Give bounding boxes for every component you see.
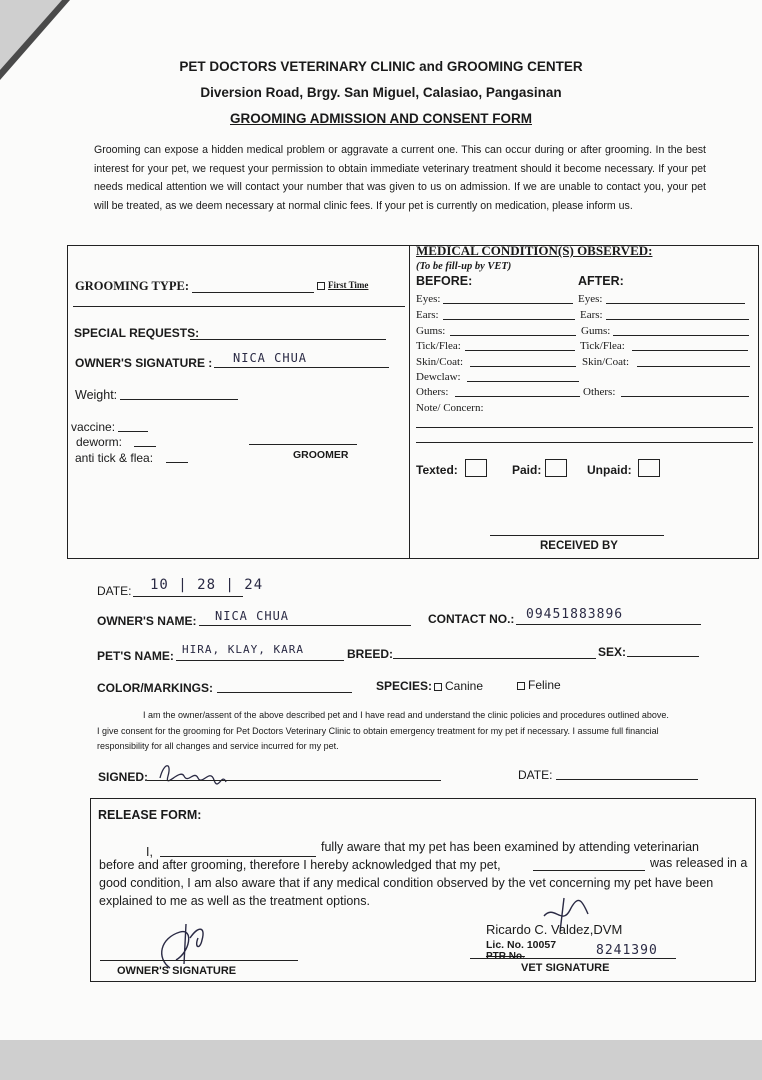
sex-field[interactable]: [627, 656, 699, 657]
vaccine-field[interactable]: [118, 431, 148, 432]
special-requests-label: SPECIAL REQUESTS:: [74, 326, 200, 340]
grooming-type-label: GROOMING TYPE:: [75, 279, 190, 293]
before-skin-label: Skin/Coat:: [416, 356, 464, 368]
color-field[interactable]: [217, 692, 352, 693]
after-eyes-field[interactable]: [606, 303, 745, 304]
vet-license: Lic. No. 10057: [486, 939, 557, 951]
before-eyes-label: Eyes:: [416, 293, 441, 305]
release-text-2b: was released in a: [650, 856, 748, 870]
consent-date-field[interactable]: [556, 779, 698, 780]
checkbox-icon: [434, 683, 442, 691]
clinic-name: PET DOCTORS VETERINARY CLINIC and GROOMING CENTER: [179, 59, 583, 74]
after-gums-field[interactable]: [613, 335, 749, 336]
note-concern-label: Note/ Concern:: [416, 402, 484, 414]
after-skin-field[interactable]: [637, 366, 750, 367]
sex-label: SEX:: [598, 645, 627, 659]
owner-signature-scribble: [150, 758, 230, 788]
grooming-type-line-2: [73, 306, 405, 307]
contact-label: CONTACT NO.:: [428, 612, 515, 626]
before-others-field[interactable]: [455, 396, 580, 397]
before-tick-field[interactable]: [465, 350, 575, 351]
contact-value: 09451883896: [526, 607, 624, 622]
groomer-label: GROOMER: [293, 449, 349, 461]
vet-note: (To be fill-up by VET): [416, 261, 512, 272]
vet-ptr-label: PTR No.: [486, 951, 525, 962]
signed-field[interactable]: [147, 780, 441, 781]
release-title: RELEASE FORM:: [98, 808, 202, 822]
before-tick-label: Tick/Flea:: [416, 340, 461, 352]
owner-signature-label: OWNER'S SIGNATURE :: [75, 356, 213, 370]
breed-label: BREED:: [347, 647, 394, 661]
box-divider: [409, 245, 410, 559]
consent-date-label: DATE:: [518, 768, 553, 782]
date-label: DATE:: [97, 584, 132, 598]
before-dewclaw-field[interactable]: [467, 381, 579, 382]
weight-label: Weight:: [75, 388, 118, 402]
consent-line-1: I am the owner/assent of the above described pet and I have read and understand the clinic policies and procedures outlined above.: [143, 710, 669, 720]
release-i: I,: [146, 845, 153, 859]
received-by-field[interactable]: [490, 535, 664, 536]
pet-name-label: PET'S NAME:: [97, 649, 174, 663]
vaccine-label: vaccine:: [71, 420, 116, 434]
owner-name-field[interactable]: [199, 625, 411, 626]
release-text-2a: before and after grooming, therefore I hereby acknowledged that my pet,: [99, 858, 501, 872]
after-gums-label: Gums:: [581, 325, 611, 337]
special-requests-field[interactable]: [190, 339, 386, 340]
release-text-4: explained to me as well as the treatment options.: [99, 894, 370, 908]
clinic-address: Diversion Road, Brgy. San Miguel, Calasiao, Pangasinan: [200, 85, 562, 100]
note-line-2[interactable]: [416, 442, 753, 443]
vet-signature-caption: VET SIGNATURE: [521, 962, 610, 974]
after-ears-label: Ears:: [580, 309, 603, 321]
before-skin-field[interactable]: [470, 366, 576, 367]
anti-tick-field[interactable]: [166, 462, 188, 463]
owner-name-label: OWNER'S NAME:: [97, 614, 197, 628]
contact-field[interactable]: [516, 624, 701, 625]
before-dewclaw-label: Dewclaw:: [416, 371, 461, 383]
weight-field[interactable]: [120, 399, 238, 400]
deworm-label: deworm:: [76, 435, 123, 449]
before-heading: BEFORE:: [416, 274, 473, 288]
before-ears-field[interactable]: [443, 319, 575, 320]
intro-paragraph: Grooming can expose a hidden medical problem or aggravate a current one. This can occur during or after grooming. In the best interest for your pet, we request your permission to obtain immediate veterinary treatment should it become necessary. If your pet needs medical attention we will contact your number that was given to us on admission. If we are unable to contact you, your pet will be treated, as we deem necessary at normal clinic fees. If your pet is currently on medication, please inform us.: [94, 144, 706, 212]
checkbox-icon: [517, 682, 525, 690]
pet-name-value: HIRA, KLAY, KARA: [182, 643, 304, 656]
after-eyes-label: Eyes:: [578, 293, 603, 305]
unpaid-label: Unpaid:: [587, 463, 632, 477]
groomer-signature-field[interactable]: [249, 444, 357, 445]
signed-label: SIGNED:: [98, 770, 149, 784]
first-time-checkbox[interactable]: First Time: [317, 280, 368, 290]
date-field[interactable]: [133, 596, 243, 597]
before-others-label: Others:: [416, 386, 449, 398]
pet-name-field[interactable]: [176, 660, 344, 661]
after-skin-label: Skin/Coat:: [582, 356, 630, 368]
owner-signature-field[interactable]: [214, 367, 389, 368]
paid-label: Paid:: [512, 463, 542, 477]
breed-field[interactable]: [393, 658, 596, 659]
owner-name-value: NICA CHUA: [215, 609, 290, 623]
owner-release-signature-field[interactable]: [100, 960, 298, 961]
release-name-field[interactable]: [160, 856, 316, 857]
after-ears-field[interactable]: [606, 319, 749, 320]
unpaid-checkbox[interactable]: [638, 459, 660, 477]
vet-name: Ricardo C. Valdez,DVM: [486, 922, 623, 937]
before-gums-field[interactable]: [450, 335, 576, 336]
before-ears-label: Ears:: [416, 309, 439, 321]
after-others-label: Others:: [583, 386, 616, 398]
texted-label: Texted:: [416, 463, 458, 477]
note-line-1[interactable]: [416, 427, 753, 428]
owner-signature-caption: OWNER'S SIGNATURE: [117, 965, 237, 977]
release-pet-field[interactable]: [533, 870, 645, 871]
texted-checkbox[interactable]: [465, 459, 487, 477]
after-others-field[interactable]: [621, 396, 749, 397]
species-label: SPECIES:: [376, 679, 433, 693]
color-label: COLOR/MARKINGS:: [97, 681, 213, 695]
release-text-1: fully aware that my pet has been examined by attending veterinarian: [321, 840, 700, 854]
release-text-3: good condition, I am also aware that if any medical condition observed by the vet concerning my pet have been: [99, 876, 714, 890]
medical-condition-title: MEDICAL CONDITION(S) OBSERVED:: [416, 243, 653, 258]
after-tick-label: Tick/Flea:: [580, 340, 625, 352]
after-tick-field[interactable]: [632, 350, 748, 351]
vet-ptr-value: 8241390: [596, 943, 658, 958]
before-gums-label: Gums:: [416, 325, 446, 337]
feline-option[interactable]: Feline: [517, 678, 561, 692]
anti-tick-label: anti tick & flea:: [75, 451, 154, 465]
grooming-type-field[interactable]: [192, 292, 314, 293]
before-eyes-field[interactable]: [443, 303, 573, 304]
vet-signature-field[interactable]: [470, 958, 676, 959]
canine-option[interactable]: Canine: [434, 679, 483, 693]
checkbox-icon: [317, 282, 325, 290]
received-by-label: RECEIVED BY: [540, 540, 618, 552]
date-value: 10 | 28 | 24: [150, 577, 264, 593]
deworm-field[interactable]: [134, 446, 156, 447]
consent-line-3: responsibility for all changes and service incurred for my pet.: [97, 741, 339, 751]
after-heading: AFTER:: [578, 274, 624, 288]
paid-checkbox[interactable]: [545, 459, 567, 477]
form-title: GROOMING ADMISSION AND CONSENT FORM: [230, 111, 532, 126]
owner-signature-value: NICA CHUA: [233, 351, 308, 365]
consent-line-2: I give consent for the grooming for Pet Doctors Veterinary Clinic to obtain emergency treatment for my pet if necessary. I assume full financial: [97, 726, 659, 736]
